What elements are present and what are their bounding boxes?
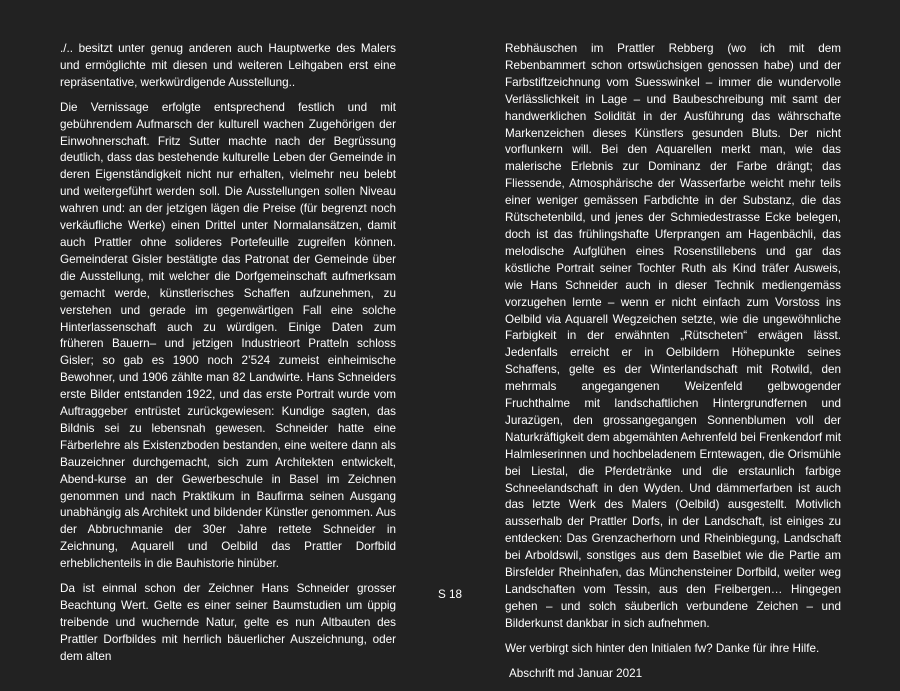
- left-text-column: [60, 41, 396, 674]
- left-paragraph-1: ./.. besitzt unter genug anderen auch Hauptwerke des Malers und ermöglichte mit diesen und weiteren Leihgaben erst eine repräsentative, werkwürdigende Ausstellung..: [60, 42, 396, 89]
- right-paragraph-1: Rebhäuschen im Prattler Rebberg (wo ich mit dem Rebenbammert schon ortswüchsigen genossen habe) und der Farbstiftzeichnung vom Suesswinkel – immer die wundervolle Verlässlichkeit in Lage – und Baubeschreibung mit samt der handwerklichen Solidität in der Ausführung das währschafte Markenzeichen dieses Künstlers gesunden Bluts. Der nicht vorflunkern will. Bei den Aquarellen merkt man, wie das malerische Erlebnis zur Dominanz der Farbe drängt; das Fliessende, Atmosphärische der Wasserfarbe weicht mehr teils einer weniger gemässen Farbdichte in der Substanz, die das Rütschetenbild, und jenes der Schmiedestrasse Ecke belegen, doch ist das frühlingshafte Uferprangen am Hagenbächli, das melodische Aufglühen eines Rosenstillebens und gar das köstliche Portrait seiner Tochter Ruth als Kind träfer Ausweis, wie Hans Schneider auch in dieser Technik mediengemäss vorzugehen lernte – wenn er nicht einfach zum Vorstoss ins Oelbild via Aquarell Wegzeichen setzte, wie die ungewöhnliche Farbigkeit in der erwähnten „Rütscheten“ erwägen lässt. Jedenfalls erreicht er in Oelbildern Höhepunkte seines Schaffens, gelte es der Winterlandschaft mit Rotwild, den mehrmals angegangenen Weizenfeld gelbwogender Fruchthalme mit landschaftlichen Hintergrundfernen und Jurazügen, den grossangegangen Sonnenblumen voll der Naturkräftigkeit dem abgemähten Aehrenfeld bei Frenkendorf mit Halmleserinnen und hochbeladenem Erntewagen, die Orismühle bei Liestal, die Pferdetränke und die erstaunlich farbige Schneelandschaft in den Wyden. Und dämmerfarben ist auch das letzte Werk des Malers (Oelbild) ausgestellt. Motivlich ausserhalb der Prattler Dorfs, in der Landschaft, ist einiges zu entdecken: Das Grenzacherhorn und Rheinbiegung, Landschaft bei Arboldswil, sonstiges aus dem Baselbiet wie die Partie am Birsfelder Rheinhafen, das Münchensteiner Dorfbild, weiter weg Landschaften vom Tessin, aus den Freibergen… Hingegen gehen – und solch säuberlich verbundene Zeichen – und Bilderkunst dankbar in sich aufnehmen.: [505, 42, 841, 630]
- left-paragraph-2: Die Vernissage erfolgte entsprechend festlich und mit gebührendem Aufmarsch der kulturell wachen Zugehörigen der Einwohnerschaft. Fritz Sutter machte nach der Begrüssung deutlich, dass das bestehende kulturelle Leben der Gemeinde in deren Eigenständigkeit nicht nur erhalten, vielmehr neu belebt und weitergeführt werden soll. Die Ausstellungen sollen Niveau wahren und: an der jetzigen lägen die Preise (für begrenzt noch verkäufliche Werke) einen Drittel unter Normalansätzen, damit auch Prattler ohne solideres Portefeuille zugreifen können. Gemeinderat Gisler bestätigte das Patronat der Gemeinde über die Ausstellung, mit welcher die Dorfgemeinschaft aufmerksam gemacht werde, künstlerisches Schaffen aufzunehmen, zu verstehen und gerade im gegenwärtigen Fall eine solche Hinterlassenschaft auch zu würdigen. Einige Daten zum früheren Bauern– und jetzigen Industrieort Pratteln schloss Gisler; so gab es 1900 noch 2’524 zumeist einheimische Bewohner, und 1906 zählte man 82 Landwirte. Hans Schneiders erste Bilder entstanden 1922, und das erste Portrait wurde vom Auftraggeber entrüstet zurückgewiesen: Kundige sagten, das Bildnis sei zu lebensnah gewesen. Schneider hatte eine Färberlehre als Existenzboden bestanden, eine weitere dann als Bauzeichner durchgemacht, sich zum Architekten entwickelt, Abend-kurse an der Gewerbeschule in Basel im Zeichnen genommen und nach Praktikum in Baufirma seinen Ausgang unabhängig als Architekt und bildender Künstler genommen. Aus der Abbruchmanie der 30er Jahre rettete Schneider in Zeichnung, Aquarell und Oelbild das Prattler Dorfbild erheblichenteils in die Bauhistorie hinüber.: [60, 100, 396, 571]
- transcription-signoff: Abschrift md Januar 2021: [509, 666, 643, 680]
- right-paragraph-question: Wer verbirgt sich hinter den Initialen fw? Danke für ihre Hilfe.: [505, 641, 820, 655]
- left-paragraph-3: Da ist einmal schon der Zeichner Hans Schneider grosser Beachtung Wert. Gelte es einer seiner Baumstudien um üppig treibende und wuchernde Natur, gelte es nun Altbauten des Prattler Dorfbildes mit herrlich bäuerlicher Auszeichnung, oder dem alten: [60, 582, 396, 663]
- page-number: S 18: [437, 588, 463, 601]
